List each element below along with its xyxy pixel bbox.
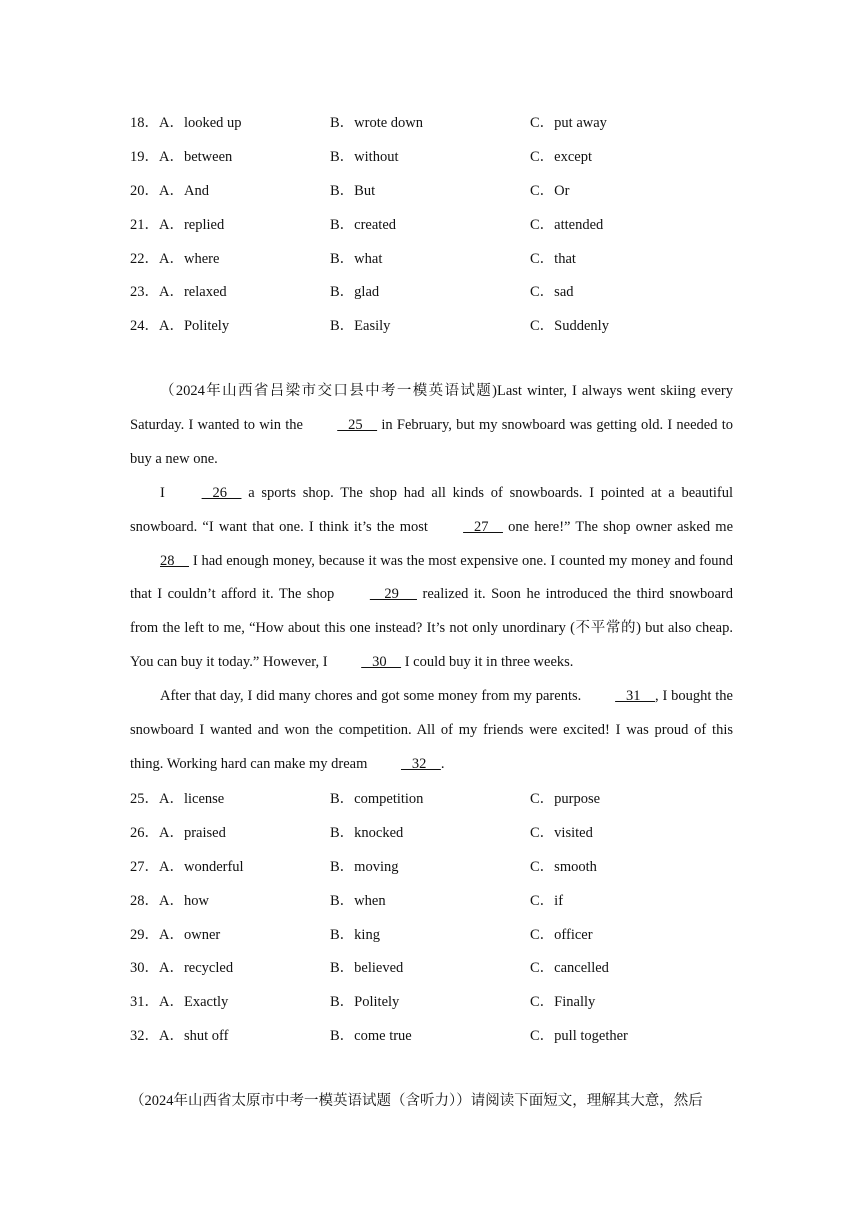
option-row: 28．A．how B．when C．if — [130, 892, 564, 909]
blank-32[interactable]: 32 — [400, 755, 441, 772]
blank-29[interactable]: 29 — [369, 586, 417, 603]
option-row: 24．A．Politely B．Easily C．Suddenly — [130, 318, 609, 335]
options-block-25-32 — [130, 781, 740, 1051]
option-row: 27．A．wonderful B．moving C．smooth — [130, 858, 597, 875]
option-row: 32．A．shut off B．come true C．pull together — [130, 1027, 628, 1044]
next-section-header: （2024年山西省太原市中考一模英语试题（含听力））请阅读下面短文，理解其大意，然后 — [130, 1093, 703, 1109]
blank-30[interactable]: 30 — [361, 653, 402, 670]
blank-31[interactable]: 31 — [615, 688, 655, 704]
option-row: 23．A．relaxed B．glad C．sad — [130, 284, 574, 301]
passage-paragraph-2: I 26 a sports shop. The shop had all kinds of snowboards. I pointed at a beautiful snowboard. “I want that one. I think it’s the most 27 one here!” The shop owner asked me 28 I had enough money, because it was the most expensive one. I counted my money and found that I couldn’t afford it. The shop 29 realized it. Soon he introduced the third snowboard from the left to me, “How about this one instead? It’s not only unordinary (不平常的) but also cheap. You can buy it today.” However, I 30 I could buy it in three weeks. — [130, 477, 733, 680]
passage-paragraph-3: After that day, I did many chores and got some money from my parents. 31 , I bought the snowboard I wanted and won the competition. All of my friends were excited! I was proud of this thing. Working hard can make my dream 32 . — [130, 680, 733, 781]
option-row: 26．A．praised B．knocked C．visited — [130, 825, 593, 842]
option-row: 20．A．And B．But C．Or — [130, 182, 570, 199]
options-block-18-24 — [130, 105, 740, 342]
option-row: 29．A．owner B．king C．officer — [130, 926, 593, 943]
option-row: 19．A．between B．without C．except — [130, 149, 593, 166]
blank-27[interactable]: 27 — [463, 518, 503, 535]
option-row: 22．A．where B．what C．that — [130, 250, 576, 267]
blank-28[interactable]: 28 — [160, 552, 189, 569]
blank-25[interactable]: 25 — [337, 416, 378, 433]
option-row: 25．A．license B．competition C．purpose — [130, 791, 601, 808]
passage-paragraph-1: （2024年山西省吕梁市交口县中考一模英语试题)Last winter, I always went skiing every Saturday. I wanted to win the 25 in February, but my snowboard was getting old. I needed to buy a new one. — [130, 383, 734, 467]
option-row: 30．A．recycled B．believed C．cancelled — [130, 960, 609, 977]
option-row: 18．A．looked up B．wrote down C．put away — [130, 115, 607, 132]
option-row: 21．A．replied B．created C．attended — [130, 216, 604, 233]
option-row: 31．A．Exactly B．Politely C．Finally — [130, 994, 596, 1011]
blank-26[interactable]: 26 — [201, 485, 242, 501]
